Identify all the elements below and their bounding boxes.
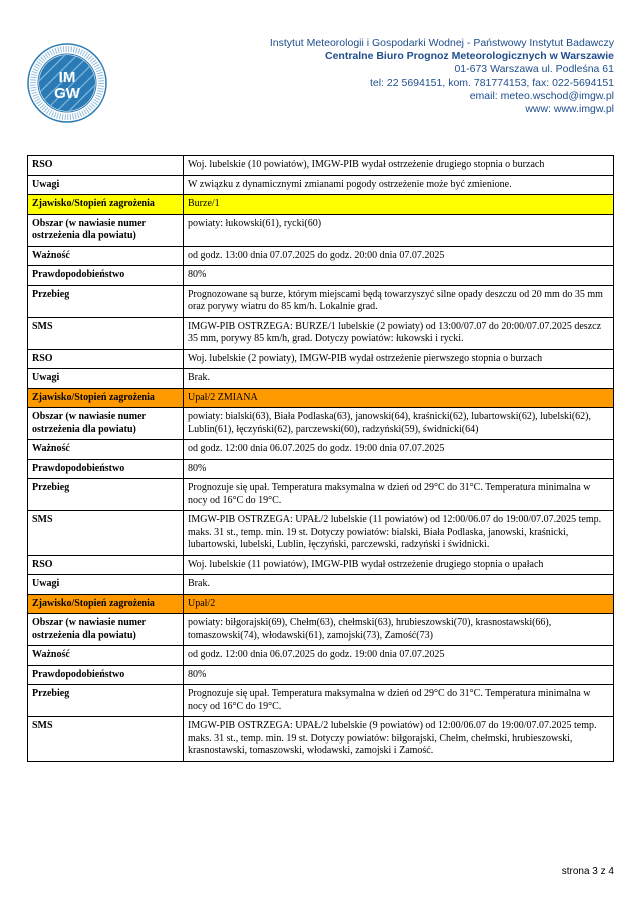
row-label: SMS: [28, 317, 184, 349]
row-value: Prognozowane są burze, którym miejscami będą towarzyszyć silne opady deszczu od 20 mm do 35 mm oraz porywy wiatru do 85 km/h. Lokalnie grad.: [184, 285, 614, 317]
table-row: [28, 575, 614, 595]
row-label: Uwagi: [28, 575, 184, 595]
row-label: Przebieg: [28, 285, 184, 317]
table-row: [28, 665, 614, 685]
row-label: Zjawisko/Stopień zagrożenia: [28, 195, 184, 215]
row-value: IMGW-PIB OSTRZEGA: BURZE/1 lubelskie (2 powiaty) od 13:00/07.07 do 20:00/07.07.2025 deszcz 35 mm, porywy 85 km/h, grad. Dotyczy powiatów: łukowski i rycki.: [184, 317, 614, 349]
table-row: [28, 317, 614, 349]
table-row: [28, 214, 614, 246]
table-row: [28, 369, 614, 389]
address: 01-673 Warszawa ul. Podleśna 61: [454, 63, 614, 76]
warning-table: [27, 155, 614, 762]
row-value: Upał/2: [184, 594, 614, 614]
institute-header: [270, 37, 614, 116]
row-label: Zjawisko/Stopień zagrożenia: [28, 594, 184, 614]
table-row: [28, 555, 614, 575]
imgw-logo: [27, 43, 107, 123]
row-label: Ważność: [28, 246, 184, 266]
phone-fax: tel: 22 5694151, kom. 781774153, fax: 022-5694151: [369, 76, 614, 89]
row-label: SMS: [28, 511, 184, 556]
table-row: [28, 266, 614, 286]
row-label: Przebieg: [28, 685, 184, 717]
row-label: Obszar (w nawiasie numer ostrzeżenia dla powiatu): [28, 614, 184, 646]
row-value: Woj. lubelskie (11 powiatów), IMGW-PIB wydał ostrzeżenie drugiego stopnia o upałach: [184, 555, 614, 575]
table-row: [28, 646, 614, 666]
row-value: powiaty: łukowski(61), rycki(60): [184, 214, 614, 246]
institute-name: Instytut Meteorologii i Gospodarki Wodnej - Państwowy Instytut Badawczy: [269, 37, 614, 49]
row-value: od godz. 12:00 dnia 06.07.2025 do godz. 19:00 dnia 07.07.2025: [184, 646, 614, 666]
table-row: [28, 594, 614, 614]
email-link[interactable]: email: meteo.wschod@imgw.pl: [469, 89, 614, 102]
row-value: Prognozuje się upał. Temperatura maksymalna w dzień od 29°C do 31°C. Temperatura minimalna w nocy od 16°C do 19°C.: [184, 685, 614, 717]
table-row: [28, 511, 614, 556]
table-row: [28, 614, 614, 646]
row-value: IMGW-PIB OSTRZEGA: UPAŁ/2 lubelskie (9 powiatów) od 12:00/06.07 do 19:00/07.07.2025 temp. maks. 31 st., temp. min. 19 st. Dotyczy powiatów: biłgorajski, Chełm, chełmski, hrubieszowski, krasnostawski, tomaszowski, włodawski, zamojski i Zamość.: [184, 717, 614, 762]
row-value: Woj. lubelskie (2 powiaty), IMGW-PIB wydał ostrzeżenie pierwszego stopnia o burzach: [184, 349, 614, 369]
svg-text:GW: GW: [54, 85, 80, 102]
table-row: [28, 349, 614, 369]
table-row: [28, 285, 614, 317]
row-label: Ważność: [28, 646, 184, 666]
row-label: Obszar (w nawiasie numer ostrzeżenia dla powiatu): [28, 408, 184, 440]
table-row: [28, 388, 614, 408]
row-value: Upał/2 ZMIANA: [184, 388, 614, 408]
row-value: 80%: [184, 266, 614, 286]
row-label: Prawdopodobieństwo: [28, 665, 184, 685]
row-label: Zjawisko/Stopień zagrożenia: [28, 388, 184, 408]
row-label: Obszar (w nawiasie numer ostrzeżenia dla powiatu): [28, 214, 184, 246]
row-label: Przebieg: [28, 479, 184, 511]
table-row: [28, 195, 614, 215]
row-value: 80%: [184, 665, 614, 685]
row-value: Brak.: [184, 575, 614, 595]
table-row: [28, 246, 614, 266]
row-label: RSO: [28, 349, 184, 369]
row-value: 80%: [184, 459, 614, 479]
table-row: [28, 175, 614, 195]
table-row: [28, 156, 614, 176]
row-label: Uwagi: [28, 175, 184, 195]
table-row: [28, 717, 614, 762]
row-value: Burze/1: [184, 195, 614, 215]
bureau-name: Centralne Biuro Prognoz Meteorologicznych w Warszawie: [325, 50, 614, 63]
row-value: powiaty: bialski(63), Biała Podlaska(63), janowski(64), kraśnicki(62), lubartowski(62), lubelski(62), Lublin(61), łęczyński(62), parczewski(60), radzyński(59), świdnicki(64): [184, 408, 614, 440]
page-number: strona 3 z 4: [561, 866, 614, 877]
row-label: Prawdopodobieństwo: [28, 459, 184, 479]
table-row: [28, 685, 614, 717]
row-label: Uwagi: [28, 369, 184, 389]
table-row: [28, 459, 614, 479]
row-value: W związku z dynamicznymi zmianami pogody ostrzeżenie może być zmienione.: [184, 175, 614, 195]
row-label: RSO: [28, 156, 184, 176]
website-link[interactable]: www: www.imgw.pl: [525, 103, 614, 116]
row-label: Ważność: [28, 440, 184, 460]
row-label: SMS: [28, 717, 184, 762]
row-value: powiaty: biłgorajski(69), Chełm(63), chełmski(63), hrubieszowski(70), krasnostawski(66), tomaszowski(74), włodawski(61), zamojski(73), Zamość(73): [184, 614, 614, 646]
svg-text:IM: IM: [58, 69, 76, 86]
row-value: Prognozuje się upał. Temperatura maksymalna w dzień od 29°C do 31°C. Temperatura minimalna w nocy od 16°C do 19°C.: [184, 479, 614, 511]
row-value: od godz. 12:00 dnia 06.07.2025 do godz. 19:00 dnia 07.07.2025: [184, 440, 614, 460]
row-label: RSO: [28, 555, 184, 575]
row-value: Woj. lubelskie (10 powiatów), IMGW-PIB wydał ostrzeżenie drugiego stopnia o burzach: [184, 156, 614, 176]
row-value: IMGW-PIB OSTRZEGA: UPAŁ/2 lubelskie (11 powiatów) od 12:00/06.07 do 19:00/07.07.2025 temp. maks. 31 st., temp. min. 19 st. Dotyczy powiatów: bialski, Biała Podlaska, janowski, kraśnicki, lubartowski, lubelski, Lublin, łęczyński, parczewski, radzyński i świdnicki.: [184, 511, 614, 556]
row-value: od godz. 13:00 dnia 07.07.2025 do godz. 20:00 dnia 07.07.2025: [184, 246, 614, 266]
table-row: [28, 408, 614, 440]
row-label: Prawdopodobieństwo: [28, 266, 184, 286]
table-row: [28, 440, 614, 460]
table-row: [28, 479, 614, 511]
row-value: Brak.: [184, 369, 614, 389]
